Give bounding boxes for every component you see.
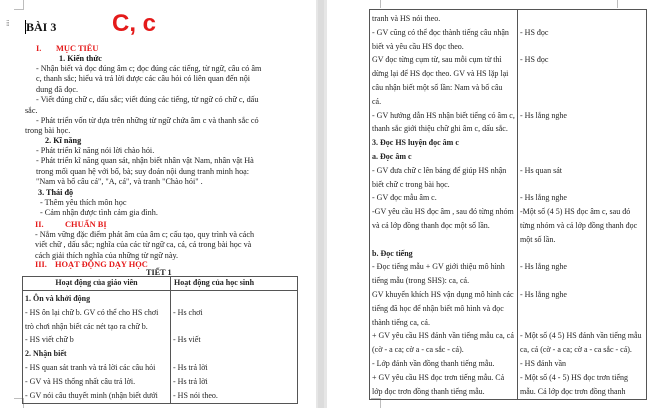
preparation-paragraph: - Nắm vững đặc điểm phát âm của âm c; cấu tạo, quy trình và cách viết chữ , dấu sắc; nghĩa của các từ ngữ ca, cá, cá trong bài học và cách giải thích nghĩa của những từ ngữ này. — [35, 230, 255, 260]
table-header-row — [23, 277, 298, 291]
table-row — [23, 291, 298, 404]
section-heading-activities: III. HOẠT ĐỘNG DẠY HỌC — [35, 260, 148, 269]
subheading-attitude: 3. Thái độ — [38, 188, 74, 197]
lesson-label: BÀI 3 — [26, 20, 57, 34]
document-page-right — [327, 0, 650, 408]
margin-corner-mark — [14, 0, 24, 10]
margin-corner-mark — [608, 0, 618, 8]
student-activity-cell: - HS đọc - HS đọc - Hs lắng nghe - Hs quan sát - Hs lắng nghe -Một số (4 5) HS đọc âm c, sau đó từng nhóm và cả lớp đồng thanh đọc một số lần. - Hs lắng nghe - Hs lắng nghe - Một số (4 5) HS đánh vần tiếng mẫu ca, cá (cờ - a ca; cờ a - ca sắc - cá). - HS đánh vần - Một số (4 - 5) HS đọc trơn tiếng mẫu. Cả lớp đọc trơn đồng thanh — [518, 10, 647, 400]
document-page-left — [0, 0, 316, 408]
margin-corner-mark — [371, 0, 381, 8]
lesson-activity-table-continued — [369, 9, 647, 400]
knowledge-paragraph: - Nhận biết và đọc đúng âm c; đọc đúng các tiếng, từ ngữ, câu có âm c, thanh sắc; hiểu và trả lời được các câu hỏi có liên quan đến nội dung đã đọc. - Viết đúng chữ c, dấu sắc; viết đúng các tiếng, từ ngữ có chữ c, dấu sắc. - Phát triển vốn từ dựa trên những từ ngữ chứa âm c và thanh sắc có trong bài học. — [25, 64, 262, 136]
section-heading-objectives: I. MỤC TIÊU — [36, 44, 99, 53]
table-row — [370, 10, 647, 400]
page-gutter — [316, 0, 327, 408]
vertical-scrollbar[interactable] — [318, 0, 324, 408]
student-activity-cell: - Hs chơi - Hs viết - Hs trả lời - Hs trả lời - HS nói theo. — [171, 291, 298, 404]
lesson-activity-table — [22, 276, 298, 404]
skills-paragraph: - Phát triển kĩ năng nói lời chào hỏi. - Phát triển kĩ năng quan sát, nhận biết nhân vật Nam, nhân vật Hà trong mối quan hệ với bố, bà; suy đoán nội dung tranh minh hoạ: "Nam và bố câu cá", "A, cá", và tranh "Chào hỏi" . — [36, 146, 254, 187]
subheading-skills: 2. Kĩ năng — [45, 136, 82, 145]
section-heading-preparation: II. CHUẨN BỊ — [35, 220, 107, 229]
header-teacher: Hoạt động của giáo viên — [23, 277, 171, 291]
header-student: Hoạt động của học sinh — [171, 277, 298, 291]
teacher-activity-cell: 1. Ôn và khởi động - HS ôn lại chữ b. GV có thể cho HS chơi trò chơi nhận biết các nét tạo ra chữ b. - HS viết chữ b 2. Nhận biết - HS quan sát tranh và trả lời các câu hỏi - GV và HS thống nhất câu trả lời. - GV nói câu thuyết minh (nhận biết dưới — [23, 291, 171, 404]
subheading-knowledge: 1. Kiến thức — [59, 54, 102, 63]
attitude-list: - Thêm yêu thích môn học - Cảm nhận được tình cảm gia đình. — [40, 198, 158, 218]
teacher-activity-cell: tranh và HS nói theo. - GV cũng có thể đọc thành tiếng câu nhận biết và yêu cầu HS đọc theo. GV đọc từng cụm từ, sau mỗi cụm từ thì dừng lại để HS đọc theo. GV và HS lặp lại câu nhận biết một số lần: Nam và bố câu cá. - GV hướng dẫn HS nhận biết tiếng có âm c, thanh sắc giới thiệu chữ ghi âm c, dấu sắc. 3. Đọc HS luyện đọc âm c a. Đọc âm c - GV đưa chữ c lên bảng để giúp HS nhận biết chữ c trong bài học. - GV đọc mẫu âm c. -GV yêu cầu HS đọc âm , sau đó từng nhóm và cả lớp đồng thanh đọc một số lần. b. Đọc tiếng - Đọc tiếng mẫu + GV giới thiệu mô hình tiếng mẫu (trong SHS): ca, cá. GV khuyến khích HS vận dụng mô hình các tiếng đã học để nhận biết mô hình và đọc thành tiếng ca, cá. + GV yêu cầu HS đánh vần tiếng mẫu ca, cá (cờ - a ca; cờ a - ca sắc - cá). - Lớp đánh vần đồng thanh tiếng mẫu. + GV yêu cầu HS đọc trơn tiếng mẫu. Cả lớp đọc trơn đồng thanh tiếng mẫu. — [370, 10, 518, 400]
period-label: TIẾT 1 — [146, 268, 172, 277]
lesson-title: C, c — [112, 10, 157, 37]
drag-handle-icon[interactable]: ⁞⁞ — [6, 19, 9, 28]
